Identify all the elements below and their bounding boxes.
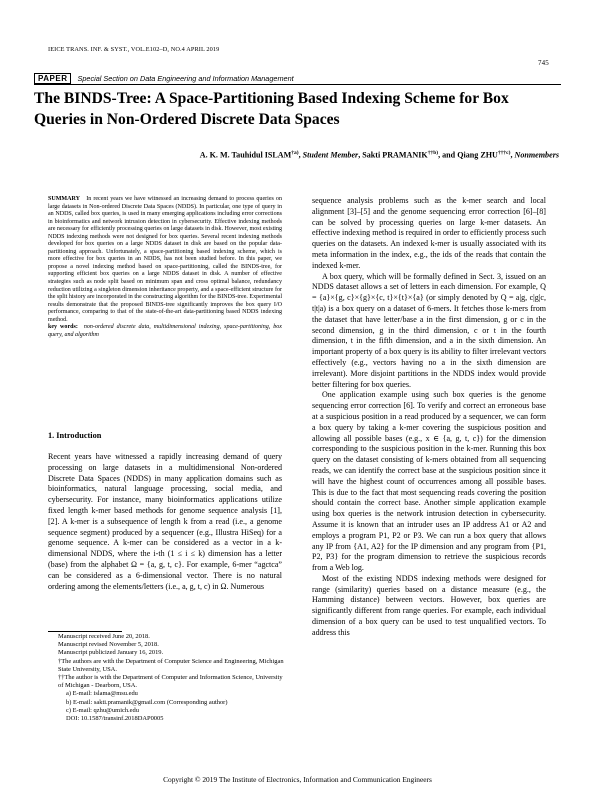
paper-title: The BINDS-Tree: A Space-Partitioning Based Indexing Scheme for Box Queries in Non-Ordered Discrete Data Spaces	[34, 90, 509, 128]
author-line: A. K. M. Tauhidul ISLAM$^{\dagger a)}$, Student Member, Sakti PRAMANIK$^{\dagger\dagger b)}$, and Qiang ZHU$^{\dagger\dagger\dagger c)}$, Nonmembers	[199, 150, 559, 160]
footnote-revised: Manuscript revised November 5, 2018.	[58, 641, 159, 649]
footnotes	[48, 633, 284, 723]
footnote-email-b: b) E-mail: sakti.pramanik@gmail.com (Corresponding author)	[66, 698, 228, 706]
footnote-rule	[48, 631, 122, 632]
footnote-affiliation-2: ††The author is with the Department of Computer and Information Science, University of Michigan - Dearborn, USA.	[58, 674, 283, 690]
author-1: A. K. M. Tauhidul ISLAM	[199, 150, 292, 160]
page-number: 745	[538, 59, 549, 67]
footnote-affiliation-1: †The authors are with the Department of Computer Science and Engineering, Michigan State University, USA.	[58, 657, 284, 673]
author-3-mark: †††c)	[497, 150, 511, 156]
right-p1: sequence analysis problems such as the k-mer search and local alignment [3]–[5] and the genome sequencing error correction [6]–[8] can be solved by processing queries on large k-mer datasets. An effective indexing method is required in order to efficiently process such queries on the datasets. An indexed k-mer is usually associated with its meta information in the index, e.g., the ids of the reads that contain the indexed k-mer.	[312, 196, 546, 270]
author-3-role: Nonmembers	[514, 150, 559, 160]
author-1-mark: †a)	[291, 150, 299, 156]
footnote-email-c: c) E-mail: qzhu@umich.edu	[66, 706, 139, 714]
right-p4: Most of the existing NDDS indexing methods were designed for range (similarity) queries based on a distance measure (e.g., the Hamming distance) between vectors. However, box queries are significantly different from range queries. For example, each individual dimension of a box query can be used to test unqualified vectors. To address this	[312, 573, 546, 637]
footnote-doi: DOI: 10.1587/transinf.2018DAP0005	[66, 715, 164, 723]
right-p2: A box query, which will be formally defined in Sect. 3, issued on an NDDS dataset allows a set of letters in each dimension. For example, Q = {a}×{g, c}×{g}×{c, t}×{t}×{a} (or simply denoted by Q = a|g, c|g|c, t|t|a) is a box query on a dataset of 6-mers. It fetches those k-mers from the dataset that have letter/base a in the first dimension, g or c in the second dimension, g in the third dimension, c or t in the fourth dimension, t in the fifth dimension, and a in the sixth dimension. An important property of a box query is its ability to filter irrelevant vectors effectively (e.g., vectors having no a in the sixth dimension are irrelevant). More disjoint partitions in the NDDS index would provide better filtering for box queries.	[312, 271, 546, 389]
abstract-label: SUMMARY	[48, 196, 81, 202]
author-3: and Qiang ZHU	[442, 150, 498, 160]
footnote-publicized: Manuscript publicized January 16, 2019.	[58, 649, 164, 657]
intro-p1: Recent years have witnessed a rapidly increasing demand of query processing on large datasets in a multidimensional Non-ordered Discrete Data Spaces (NDDS) in many application domains such as bioinformatics, natural language processing, social media, and cybersecurity. For instance, many bioinformatics applications utilize fixed length k-mer based methods for genome sequence analysis [1], [2]. A k-mer is a subsequence of length k from a read (i.e., a genome sequence segment) produced by a sequencer (e.g., Illustra HiSeq) for a genome sequence. A k-mer can be considered as a vector in a k-dimensional NDDS, where the i-th (1 ≤ i ≤ k) dimension has a letter (base) from the alphabet Ω = {a, g, t, c}. For example, 6-mer “agctca” can be considered as a 6-dimensional vector. There is no natural ordering among the elements/letters (i.e., a, g, t, c) in Ω. Numerous	[48, 452, 282, 591]
intro-paragraph	[48, 452, 282, 592]
author-2: Sakti PRAMANIK	[362, 150, 428, 160]
author-2-mark: ††b)	[427, 150, 439, 156]
abstract	[48, 196, 282, 339]
keywords-label: key words:	[48, 324, 78, 331]
keywords-text: non-ordered discrete data, multidimensional indexing, space-partitioning, box query, and algorithm	[48, 324, 282, 338]
right-p3: One application example using such box queries is the genome sequencing error correction [6]. To verify and correct an erroneous base at a suspicious position in a read produced by a sequencer, we can form a box query by taking a k-mer covering the suspicious position and allowing all possible bases (e.g., x ∈ {a, g, t, c}) for the dimension corresponding to the suspicious position in the k-mer. Running this box query on the dataset consisting of k-mers obtained from all sequencing reads, we can identify the correct base at the suspicious position since it will have the highest count of occurrences among all possible bases. This is due to the fact that most sequencing reads covering the position should contain the correct base. Another simple application example using box queries is the network intrusion detection in cybersecurity. Assume it is known that an intruder uses an IP address A1 or A2 and employs a program P1, P2 or P3. We can run a box query that allows any IP from {A1, A2} for the IP dimension and any program from {P1, P2, P3} for the program dimension to retrieve the suspicious records from a Web log.	[312, 390, 546, 573]
special-section: Special Section on Data Engineering and Information Management	[77, 74, 294, 83]
header-rule	[34, 84, 561, 85]
abstract-text: In recent years we have witnessed an increasing demand to process queries on large datasets in Non-ordered Discrete Data Spaces (NDDS). In particular, one type of query in an NDDS, called box queries, is used in many emerging applications including error corrections in bioinformatics and network intrusion detection in cybersecurity. Effective indexing methods are necessary for efficiently processing queries on large datasets in disk. However, most existing NDDS indexing methods were not designed for box queries. Several recent indexing methods developed for box queries on a large NDDS dataset in disk are based on the popular data-partitioning approach. Unfortunately, a space-partitioning based indexing scheme, which is more effective for box queries in an NDDS, has not been studied before. In this paper, we propose a novel indexing method based on space-partitioning, called the BINDS-tree, for supporting efficient box queries on a large NDDS dataset in disk. A number of effective strategies such as node split based on minimum span and cross optimal balance, redundancy reduction utilizing a singleton dimension inheritance property, and a space-efficient structure for the split history are incorporated in the constructing algorithm for the BINDS-tree. Experimental results demonstrate that the proposed BINDS-tree significantly improves the box query I/O performance, comparing to that of the state-of-the-art data-partitioning based NDDS indexing method.	[48, 196, 282, 323]
footnote-email-a: a) E-mail: islama@msu.edu	[66, 690, 138, 698]
section-heading-introduction: 1. Introduction	[48, 431, 102, 440]
author-1-role: Student Member	[302, 150, 359, 160]
paper-label: PAPER	[34, 73, 71, 84]
paper-tag	[34, 73, 294, 84]
copyright-footer: Copyright © 2019 The Institute of Electronics, Information and Communication Engineers	[163, 775, 432, 784]
footnote-received: Manuscript received June 20, 2018.	[58, 633, 150, 640]
right-column	[312, 196, 546, 639]
journal-header: IEICE TRANS. INF. & SYST., VOL.E102–D, NO.4 APRIL 2019	[48, 46, 220, 53]
